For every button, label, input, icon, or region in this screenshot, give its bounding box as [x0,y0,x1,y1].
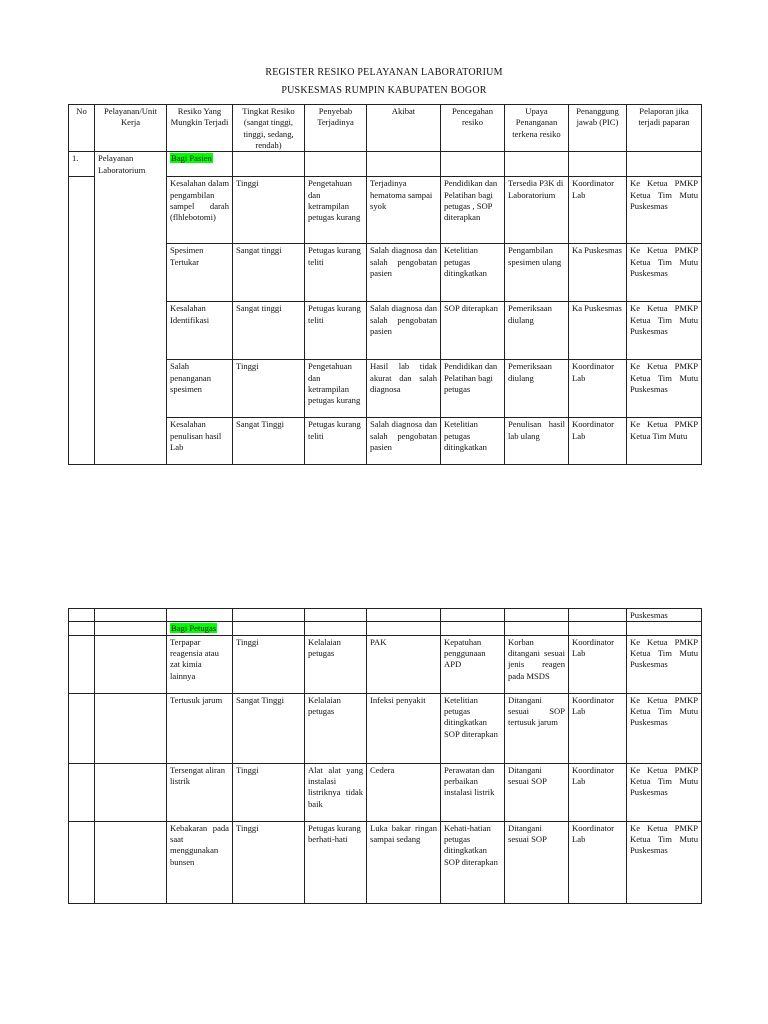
table-row [69,693,702,763]
cell-upaya: Ditangani sesuai SOP tertusuk jarum [505,693,569,763]
cell-resiko: Salah penanganan spesimen [167,360,233,418]
cell-resiko: Kesalahan penulisan hasil Lab [167,418,233,465]
cell-tingkat: Tinggi [233,821,305,903]
cell-pic: Koordinator Lab [569,821,627,903]
cell-pelaporan: Ke Ketua PMKP Ketua Tim Mutu Puskesmas [627,821,702,903]
cell-resiko: Tersengat aliran listrik [167,763,233,821]
cell-upaya: Pengambilan spesimen ulang [505,244,569,302]
cell-tingkat: Sangat tinggi [233,302,305,360]
cell-penyebab: Kelalaian petugas [305,635,367,693]
continuation-row [69,609,702,622]
section-unit: Pelayanan Laboratorium [95,152,167,465]
risk-register-table [68,104,702,465]
cell-pelaporan-continued: Puskesmas [627,609,702,622]
cell-pelaporan: Ke Ketua PMKP Ketua Tim Mutu Puskesmas [627,360,702,418]
cell-upaya: Tersedia P3K di Laboratorium [505,177,569,244]
cell-akibat: Salah diagnosa dan salah pengobatan pasien [367,418,441,465]
cell-pencegahan: Kepatuhan penggunaan APD [441,635,505,693]
cell-pencegahan: SOP diterapkan [441,302,505,360]
cell-penyebab: Petugas kurang teliti [305,244,367,302]
cell-tingkat: Tinggi [233,763,305,821]
cell-resiko: Kesalahan Identifikasi [167,302,233,360]
cell-pencegahan: Ketelitian petugas ditingkatkan SOP diterapkan [441,693,505,763]
cell-pencegahan: Ketelitian petugas ditingkatkan [441,418,505,465]
document-subtitle: PUSKESMAS RUMPIN KABUPATEN BOGOR [281,85,487,96]
cell-pencegahan: Ketelitian petugas ditingkatkan [441,244,505,302]
cell-resiko: Spesimen Tertukar [167,244,233,302]
cell-pic: Koordinator Lab [569,418,627,465]
cell-pic: Koordinator Lab [569,635,627,693]
cell-tingkat: Sangat Tinggi [233,418,305,465]
table-header-row [69,105,702,152]
header-pencegahan: Pencegahan resiko [441,105,505,152]
cell-akibat: Hasil lab tidak akurat dan salah diagnosa [367,360,441,418]
cell-tingkat: Tinggi [233,360,305,418]
cell-pencegahan: Perawatan dan perbaikan instalasi listrik [441,763,505,821]
cell-tingkat: Tinggi [233,177,305,244]
cell-upaya: Ditangani sesuai SOP [505,763,569,821]
header-unit: Pelayanan/Unit Kerja [95,105,167,152]
cell-resiko: Terpapar reagensia atau zat kimia lainnya [167,635,233,693]
cell-penyebab: Alat alat yang instalasi listriknya tidak baik [305,763,367,821]
header-pelaporan: Pelaporan jika terjadi paparan [627,105,702,152]
cell-penyebab: Petugas kurang teliti [305,302,367,360]
cell-pic: Koordinator Lab [569,763,627,821]
cell-pic: Koordinator Lab [569,177,627,244]
cell-pelaporan: Ke Ketua PMKP Ketua Tim Mutu [627,418,702,465]
cell-tingkat: Tinggi [233,635,305,693]
cell-pic: Koordinator Lab [569,693,627,763]
header-penyebab: Penyebab Terjadinya [305,105,367,152]
header-no: No [69,105,95,152]
cell-akibat: PAK [367,635,441,693]
cell-pelaporan: Ke Ketua PMKP Ketua Tim Mutu Puskesmas [627,244,702,302]
section-number: 1. [69,152,95,177]
cell-tingkat: Sangat Tinggi [233,693,305,763]
header-resiko: Resiko Yang Mungkin Terjadi [167,105,233,152]
cell-akibat: Cedera [367,763,441,821]
cell-pencegahan: Kehati-hatian petugas ditingkatkan SOP diterapkan [441,821,505,903]
section-row-pasien [69,152,702,177]
cell-tingkat: Sangat tinggi [233,244,305,302]
document-title: REGISTER RESIKO PELAYANAN LABORATORIUM [265,67,503,78]
cell-resiko: Tertusuk jarum [167,693,233,763]
cell-pelaporan: Ke Ketua PMKP Ketua Tim Mutu Puskesmas [627,302,702,360]
cell-pelaporan: Ke Ketua PMKP Ketua Tim Mutu Puskesmas [627,635,702,693]
cell-penyebab: Kelalaian petugas [305,693,367,763]
cell-pic: Ka Puskesmas [569,302,627,360]
cell-upaya: Pemeriksaan diulang [505,302,569,360]
cell-akibat: Infeksi penyakit [367,693,441,763]
cell-pic: Ka Puskesmas [569,244,627,302]
cell-resiko: Kesalahan dalam pengambilan sampel darah (flhlebotomi) [167,177,233,244]
cell-pelaporan: Ke Ketua PMKP Ketua Tim Mutu Puskesmas [627,763,702,821]
cell-pelaporan: Ke Ketua PMKP Ketua Tim Mutu Puskesmas [627,693,702,763]
risk-register-table-continued [68,608,702,904]
cell-resiko: Kebakaran pada saat menggunakan bunsen [167,821,233,903]
table-row [69,763,702,821]
header-pic: Penanggung jawab (PIC) [569,105,627,152]
cell-penyebab: Pengetahuan dan ketrampilan petugas kurang [305,177,367,244]
section-row-petugas [69,622,702,635]
cell-upaya: Pemeriksaan diulang [505,360,569,418]
cell-penyebab: Pengetahuan dan ketrampilan petugas kurang [305,360,367,418]
cell-upaya: Korban ditangani sesuai jenis reagen pada MSDS [505,635,569,693]
section-label-cell [167,622,233,635]
cell-pic: Koordinator Lab [569,360,627,418]
cell-penyebab: Petugas kurang berhati-hati [305,821,367,903]
header-upaya: Upaya Penanganan terkena resiko [505,105,569,152]
section-label-pasien: Bagi Pasien [171,153,212,164]
cell-upaya: Ditangani sesuai SOP [505,821,569,903]
header-akibat: Akibat [367,105,441,152]
cell-akibat: Luka bakar ringan sampai sedang [367,821,441,903]
header-tingkat: Tingkat Resiko (sangat tinggi, tinggi, sedang, rendah) [233,105,305,152]
cell-pencegahan: Pendidikan dan Pelatihan bagi petugas [441,360,505,418]
cell-upaya: Penulisan hasil lab ulang [505,418,569,465]
cell-akibat: Salah diagnosa dan salah pengobatan pasien [367,302,441,360]
cell-pencegahan: Pendidikan dan Pelatihan bagi petugas , SOP diterapkan [441,177,505,244]
cell-akibat: Terjadinya hematoma sampai syok [367,177,441,244]
section-label-cell [167,152,233,177]
table-row [69,635,702,693]
cell-pelaporan: Ke Ketua PMKP Ketua Tim Mutu Puskesmas [627,177,702,244]
table-row [69,821,702,903]
section-label-petugas: Bagi Petugas [171,623,217,634]
cell-akibat: Salah diagnosa dan salah pengobatan pasien [367,244,441,302]
cell-penyebab: Petugas kurang teliti [305,418,367,465]
